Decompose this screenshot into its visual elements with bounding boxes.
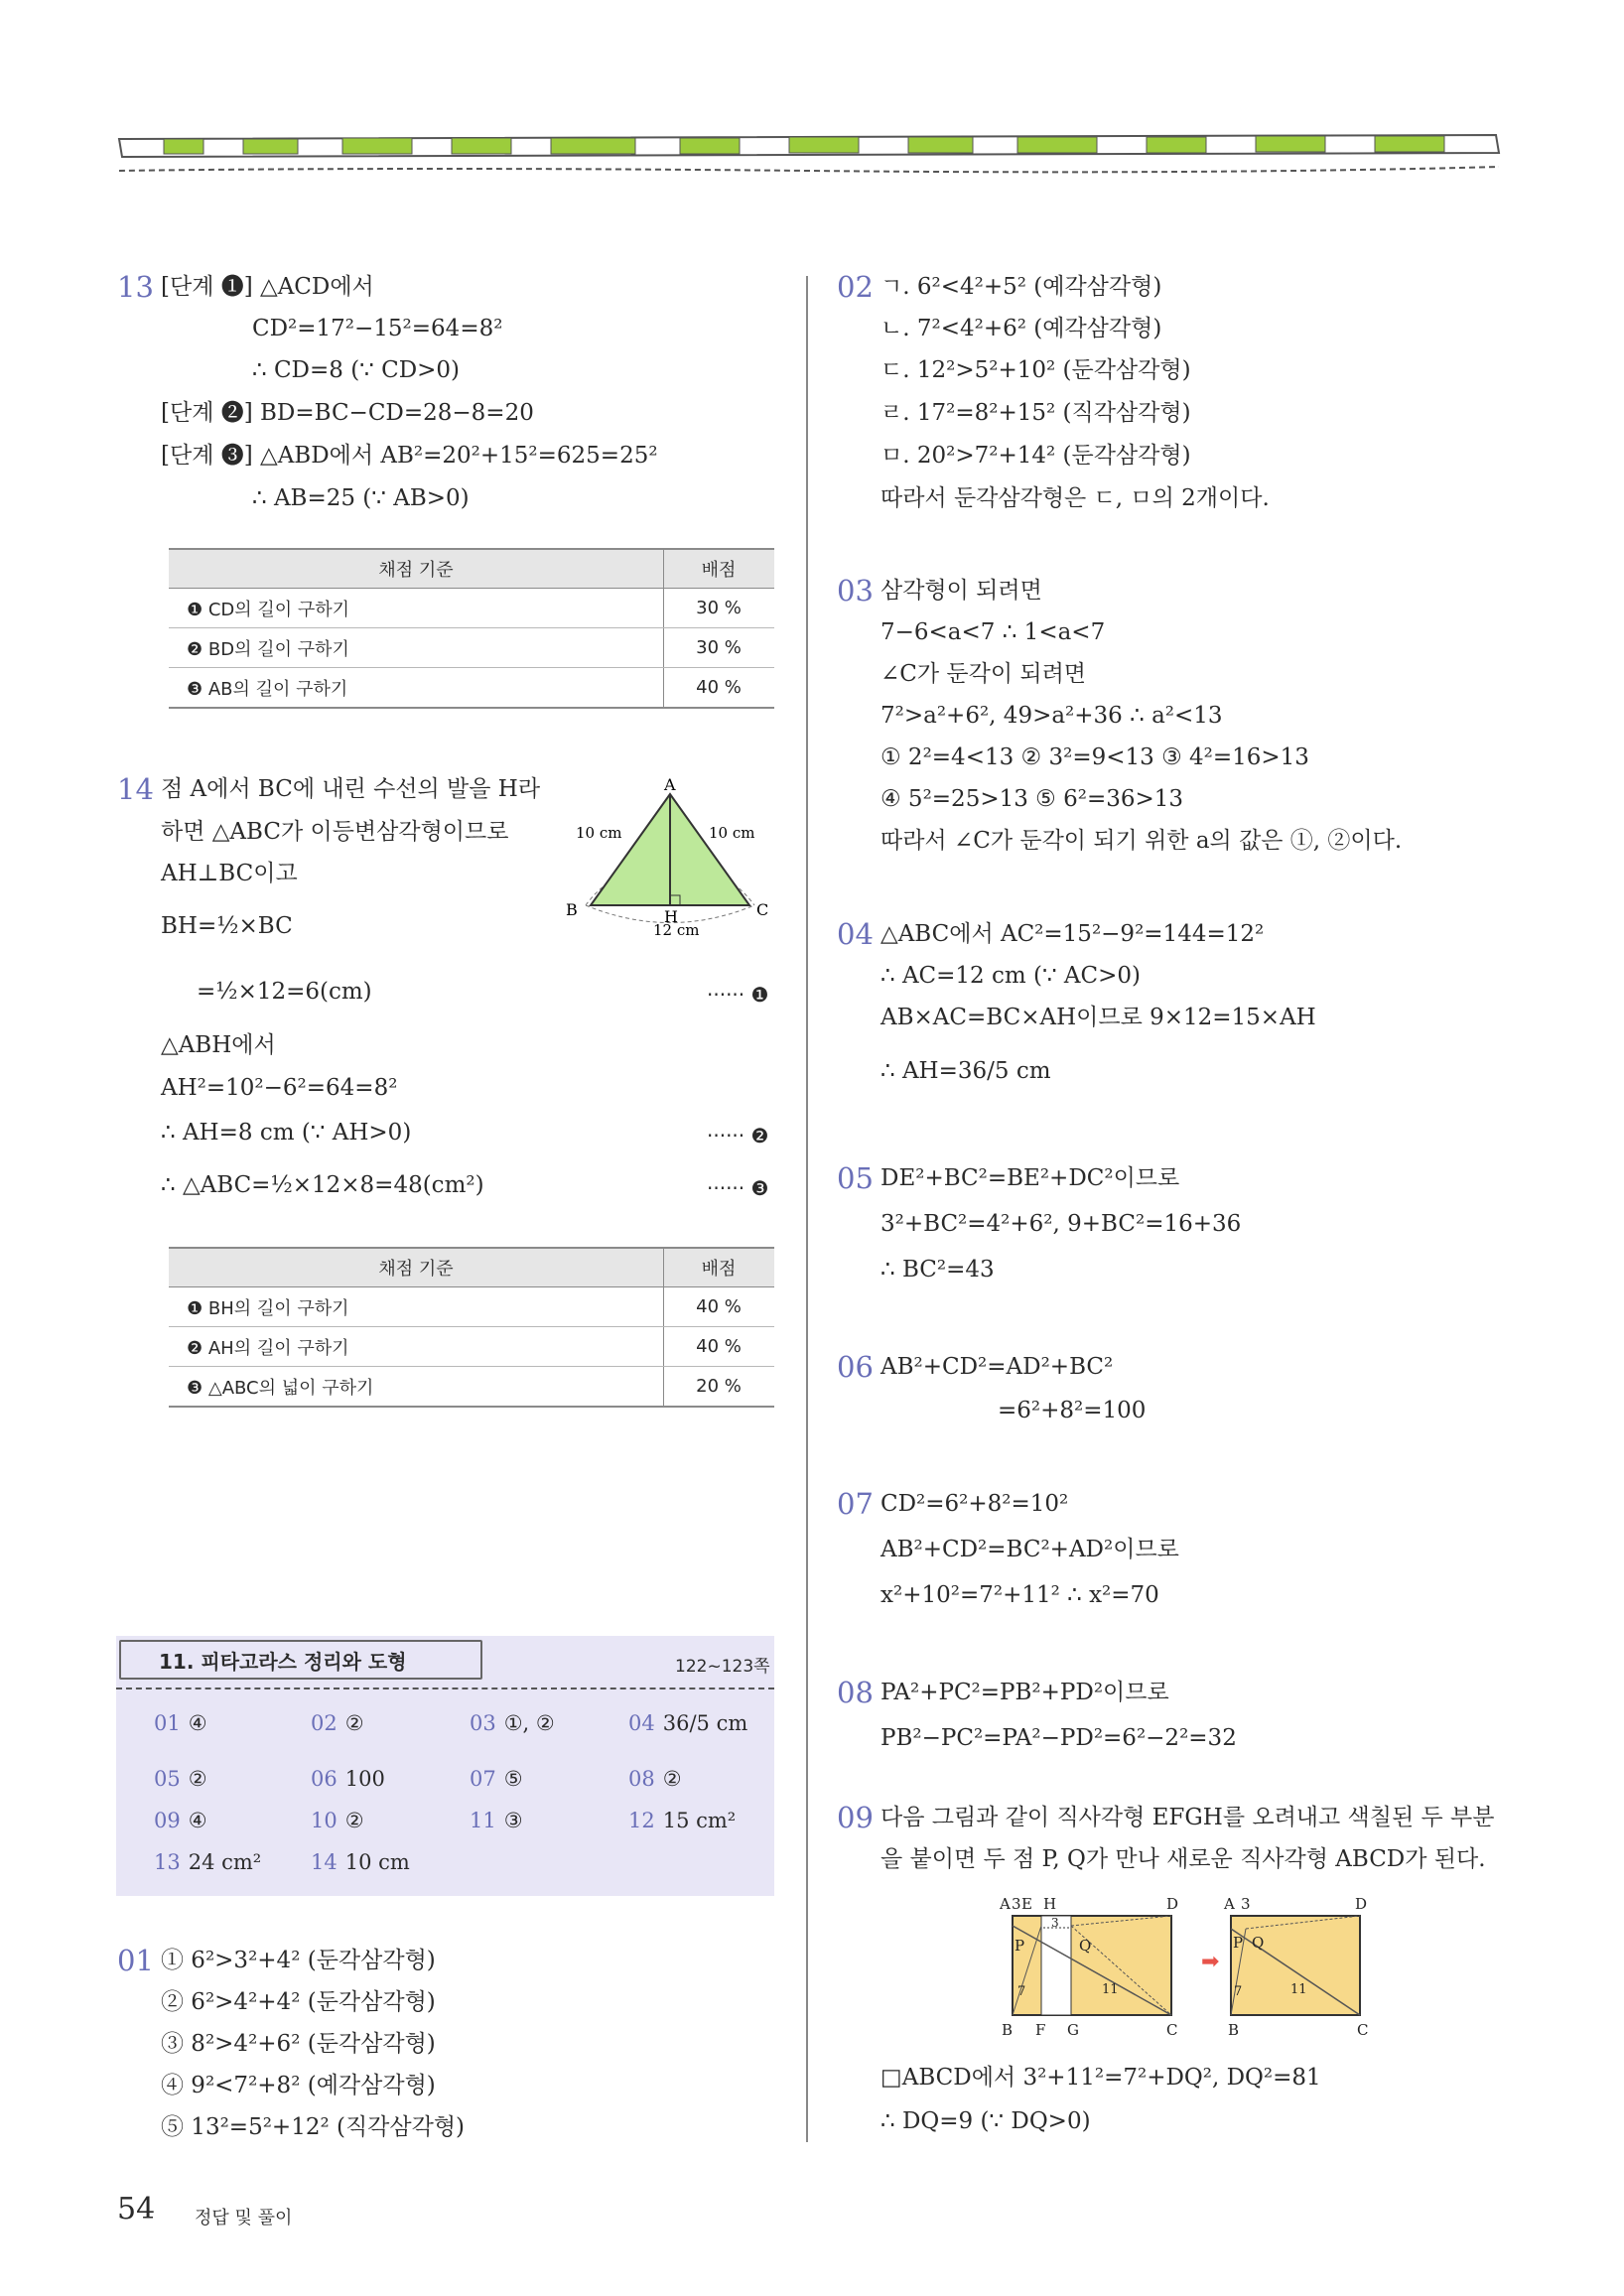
s06-line-2: =6²+8²=100 bbox=[998, 1398, 1147, 1423]
s04-line-1: △ABC에서 AC²=15²−9²=144=12² bbox=[880, 921, 1265, 947]
fig2-label: D bbox=[1355, 1895, 1368, 1913]
fig1-label: E bbox=[1021, 1895, 1032, 1913]
s07-line-1: CD²=6²+8²=10² bbox=[880, 1491, 1069, 1517]
s08-number: 08 bbox=[837, 1676, 874, 1709]
fig2-label: 7 bbox=[1234, 1984, 1243, 1999]
p14-line-1: 점 A에서 BC에 내린 수선의 발을 H라 bbox=[161, 776, 541, 802]
table-cell: 20 % bbox=[664, 1367, 775, 1408]
footer-title: 정답 및 풀이 bbox=[195, 2208, 293, 2228]
s09-line-4: ∴ DQ=9 (∵ DQ>0) bbox=[880, 2108, 1091, 2134]
table-cell: ❸ AB의 길이 구하기 bbox=[169, 668, 664, 709]
fig-label-H: H bbox=[664, 907, 678, 926]
answer-value: ④ bbox=[188, 1711, 207, 1735]
fig1-label: Q bbox=[1079, 1937, 1092, 1955]
section-pages: 122~123쪽 bbox=[675, 1657, 770, 1677]
fig-label-A: A bbox=[664, 776, 676, 794]
answer-value: ② bbox=[188, 1767, 207, 1791]
answer-number: 02 bbox=[311, 1711, 338, 1735]
table-header-criteria: 채점 기준 bbox=[169, 549, 664, 589]
answer-item bbox=[470, 1809, 523, 1832]
s07-number: 07 bbox=[837, 1487, 874, 1521]
answer-number: 07 bbox=[470, 1767, 496, 1791]
fig2-label: 3 bbox=[1241, 1895, 1251, 1913]
p14-line-7: AH²=10²−6²=64=8² bbox=[161, 1075, 398, 1101]
s09-line-1: 다음 그림과 같이 직사각형 EFGH를 오려내고 색칠된 두 부분 bbox=[880, 1805, 1495, 1830]
p13-line-1: [단계 ❶] △ACD에서 bbox=[161, 274, 374, 300]
fig1-label: 11 bbox=[1102, 1982, 1119, 1997]
p14-line-2: 하면 △ABC가 이등변삼각형이므로 bbox=[161, 819, 509, 845]
table-cell: ❶ CD의 길이 구하기 bbox=[169, 589, 664, 628]
s01-line-5: ⑤ 13²=5²+12² (직각삼각형) bbox=[161, 2114, 466, 2140]
answer-number: 04 bbox=[628, 1711, 655, 1735]
answer-item bbox=[154, 1711, 207, 1735]
answer-value: 15 cm² bbox=[662, 1809, 737, 1832]
fig2-label: C bbox=[1357, 2021, 1369, 2039]
s02-line-4: ㄹ. 17²=8²+15² (직각삼각형) bbox=[880, 400, 1191, 426]
fig1-label: 7 bbox=[1017, 1984, 1026, 1999]
s05-line-3: ∴ BC²=43 bbox=[880, 1257, 995, 1283]
fig1-label: A bbox=[1000, 1895, 1011, 1913]
fig-side-left: 10 cm bbox=[576, 824, 622, 842]
s02-line-6: 따라서 둔각삼각형은 ㄷ, ㅁ의 2개이다. bbox=[880, 485, 1270, 511]
p13-line-3: ∴ CD=8 (∵ CD>0) bbox=[252, 357, 461, 383]
table-header-score: 배점 bbox=[664, 1248, 775, 1287]
s03-line-2: 7−6<a<7 ∴ 1<a<7 bbox=[880, 619, 1106, 645]
s03-number: 03 bbox=[837, 574, 874, 608]
rectangle-figure bbox=[998, 1891, 1395, 2045]
answer-item bbox=[154, 1767, 207, 1791]
answer-value: ①, ② bbox=[503, 1711, 555, 1735]
fig-label-C: C bbox=[756, 900, 769, 919]
fig-base: 12 cm bbox=[653, 921, 700, 939]
table-header-score: 배점 bbox=[664, 549, 775, 589]
column-divider bbox=[806, 276, 808, 2142]
table-header-criteria: 채점 기준 bbox=[169, 1248, 664, 1287]
answer-item bbox=[628, 1711, 747, 1735]
p13-line-2: CD²=17²−15²=64=8² bbox=[252, 316, 503, 341]
header-band bbox=[114, 127, 1504, 187]
fig-side-right: 10 cm bbox=[709, 824, 755, 842]
table-cell: 40 % bbox=[664, 1327, 775, 1367]
s06-number: 06 bbox=[837, 1350, 874, 1384]
p14-mark-2: ······ ❷ bbox=[707, 1124, 769, 1148]
answer-value: ⑤ bbox=[503, 1767, 523, 1791]
table-cell: 30 % bbox=[664, 628, 775, 668]
answer-item bbox=[628, 1767, 682, 1791]
table-cell: ❸ △ABC의 넓이 구하기 bbox=[169, 1367, 664, 1408]
fig2-label: 11 bbox=[1290, 1982, 1307, 1997]
answer-value: ④ bbox=[188, 1809, 207, 1832]
table-cell: 30 % bbox=[664, 589, 775, 628]
answer-item bbox=[470, 1711, 555, 1735]
p14-line-9: ∴ △ABC=½×12×8=48(cm²) bbox=[161, 1172, 484, 1198]
fig1-label: 3 bbox=[1012, 1895, 1021, 1913]
fig1-label: P bbox=[1015, 1937, 1025, 1955]
s01-number: 01 bbox=[117, 1944, 154, 1977]
fig2-label: A bbox=[1224, 1895, 1235, 1913]
triangle-figure bbox=[566, 776, 774, 945]
fig2-label: B bbox=[1228, 2021, 1240, 2039]
s04-number: 04 bbox=[837, 917, 874, 951]
s02-number: 02 bbox=[837, 270, 874, 304]
answer-item bbox=[628, 1809, 736, 1832]
answer-number: 08 bbox=[628, 1767, 655, 1791]
answer-number: 12 bbox=[628, 1809, 655, 1832]
s03-line-7: 따라서 ∠C가 둔각이 되기 위한 a의 값은 ①, ②이다. bbox=[880, 828, 1403, 854]
table-cell: ❷ AH의 길이 구하기 bbox=[169, 1327, 664, 1367]
fig1-label: D bbox=[1166, 1895, 1179, 1913]
answer-value: ② bbox=[344, 1711, 364, 1735]
s05-line-2: 3²+BC²=4²+6², 9+BC²=16+36 bbox=[880, 1211, 1242, 1237]
p14-mark-1: ······ ❶ bbox=[707, 983, 769, 1007]
s05-line-1: DE²+BC²=BE²+DC²이므로 bbox=[880, 1165, 1180, 1191]
s02-line-5: ㅁ. 20²>7²+14² (둔각삼각형) bbox=[880, 443, 1191, 469]
answer-value: 36/5 cm bbox=[662, 1711, 748, 1735]
s01-line-1: ① 6²>3²+4² (둔각삼각형) bbox=[161, 1948, 436, 1973]
p13-line-6: ∴ AB=25 (∵ AB>0) bbox=[252, 485, 470, 511]
answer-value: 10 cm bbox=[344, 1850, 410, 1874]
answer-number: 01 bbox=[154, 1711, 181, 1735]
s01-line-2: ② 6²>4²+4² (둔각삼각형) bbox=[161, 1989, 436, 2015]
answer-item bbox=[311, 1711, 364, 1735]
answer-item bbox=[311, 1850, 410, 1874]
table-cell: 40 % bbox=[664, 1287, 775, 1327]
problem-13-number: 13 bbox=[117, 270, 154, 304]
answer-number: 06 bbox=[311, 1767, 338, 1791]
fig1-label: B bbox=[1002, 2021, 1014, 2039]
s09-number: 09 bbox=[837, 1801, 874, 1834]
s07-line-2: AB²+CD²=BC²+AD²이므로 bbox=[880, 1537, 1179, 1562]
problem-14-number: 14 bbox=[117, 772, 154, 806]
answer-number: 14 bbox=[311, 1850, 338, 1874]
s06-line-1: AB²+CD²=AD²+BC² bbox=[880, 1354, 1114, 1380]
fig2-label: P bbox=[1233, 1934, 1244, 1952]
p14-line-8: ∴ AH=8 cm (∵ AH>0) bbox=[161, 1120, 412, 1146]
answer-value: ② bbox=[344, 1809, 364, 1832]
p14-line-3: AH⊥BC이고 bbox=[161, 861, 298, 886]
s03-line-1: 삼각형이 되려면 bbox=[880, 578, 1042, 604]
p14-line-6: △ABH에서 bbox=[161, 1032, 276, 1058]
table-cell: ❶ BH의 길이 구하기 bbox=[169, 1287, 664, 1327]
answer-item bbox=[311, 1767, 385, 1791]
answer-number: 03 bbox=[470, 1711, 496, 1735]
page-number: 54 bbox=[117, 2192, 156, 2227]
p14-mark-3: ······ ❸ bbox=[707, 1176, 769, 1200]
s03-line-5: ① 2²=4<13 ② 3²=9<13 ③ 4²=16>13 bbox=[880, 744, 1309, 770]
s04-line-3: AB×AC=BC×AH이므로 9×12=15×AH bbox=[880, 1005, 1316, 1030]
arrow-icon: ➡ bbox=[1201, 1950, 1220, 1974]
s02-line-3: ㄷ. 12²>5²+10² (둔각삼각형) bbox=[880, 357, 1191, 383]
s03-line-6: ④ 5²=25>13 ⑤ 6²=36>13 bbox=[880, 786, 1184, 812]
fig1-label: 3 bbox=[1051, 1916, 1059, 1930]
answer-value: ② bbox=[662, 1767, 682, 1791]
s05-number: 05 bbox=[837, 1161, 874, 1195]
s04-line-2: ∴ AC=12 cm (∵ AC>0) bbox=[880, 963, 1142, 989]
fig1-label: F bbox=[1035, 2021, 1046, 2039]
answer-number: 05 bbox=[154, 1767, 181, 1791]
p13-line-4: [단계 ❷] BD=BC−CD=28−8=20 bbox=[161, 400, 534, 426]
s02-line-2: ㄴ. 7²<4²+6² (예각삼각형) bbox=[880, 316, 1162, 341]
p14-line-4: BH=½×BC bbox=[161, 913, 293, 939]
section-divider bbox=[116, 1688, 774, 1689]
table-cell: ❷ BD의 길이 구하기 bbox=[169, 628, 664, 668]
p14-line-5: =½×12=6(cm) bbox=[197, 979, 372, 1005]
section-title-tab: 11. 피타고라스 정리와 도형 bbox=[119, 1640, 482, 1680]
answer-number: 11 bbox=[470, 1809, 496, 1832]
s03-line-3: ∠C가 둔각이 되려면 bbox=[880, 661, 1087, 687]
s04-line-4: ∴ AH=36/5 cm bbox=[880, 1058, 1051, 1084]
s02-line-1: ㄱ. 6²<4²+5² (예각삼각형) bbox=[880, 274, 1162, 300]
answer-value: 24 cm² bbox=[188, 1850, 262, 1874]
answer-value: 100 bbox=[344, 1767, 385, 1791]
s09-line-2: 을 붙이면 두 점 P, Q가 만나 새로운 직사각형 ABCD가 된다. bbox=[880, 1846, 1486, 1872]
fig2-label: Q bbox=[1252, 1934, 1265, 1952]
s08-line-1: PA²+PC²=PB²+PD²이므로 bbox=[880, 1680, 1169, 1705]
answer-item bbox=[154, 1809, 207, 1832]
fig-label-B: B bbox=[566, 900, 578, 919]
answer-number: 09 bbox=[154, 1809, 181, 1832]
fig1-label: C bbox=[1166, 2021, 1178, 2039]
answer-value: ③ bbox=[503, 1809, 523, 1832]
s07-line-3: x²+10²=7²+11² ∴ x²=70 bbox=[880, 1582, 1159, 1608]
p14-grading-table bbox=[169, 1247, 774, 1408]
answer-number: 13 bbox=[154, 1850, 181, 1874]
fig1-label: G bbox=[1067, 2021, 1079, 2039]
answer-item bbox=[311, 1809, 364, 1832]
table-cell: 40 % bbox=[664, 668, 775, 709]
answer-item bbox=[470, 1767, 523, 1791]
p13-grading-table bbox=[169, 548, 774, 709]
answer-number: 10 bbox=[311, 1809, 338, 1832]
answer-item bbox=[154, 1850, 261, 1874]
s01-line-4: ④ 9²<7²+8² (예각삼각형) bbox=[161, 2073, 436, 2098]
s03-line-4: 7²>a²+6², 49>a²+36 ∴ a²<13 bbox=[880, 703, 1223, 729]
s08-line-2: PB²−PC²=PA²−PD²=6²−2²=32 bbox=[880, 1725, 1237, 1751]
s01-line-3: ③ 8²>4²+6² (둔각삼각형) bbox=[161, 2031, 436, 2057]
s09-line-3: □ABCD에서 3²+11²=7²+DQ², DQ²=81 bbox=[880, 2065, 1321, 2091]
p13-line-5: [단계 ❸] △ABD에서 AB²=20²+15²=625=25² bbox=[161, 443, 658, 469]
fig1-label: H bbox=[1043, 1895, 1057, 1913]
